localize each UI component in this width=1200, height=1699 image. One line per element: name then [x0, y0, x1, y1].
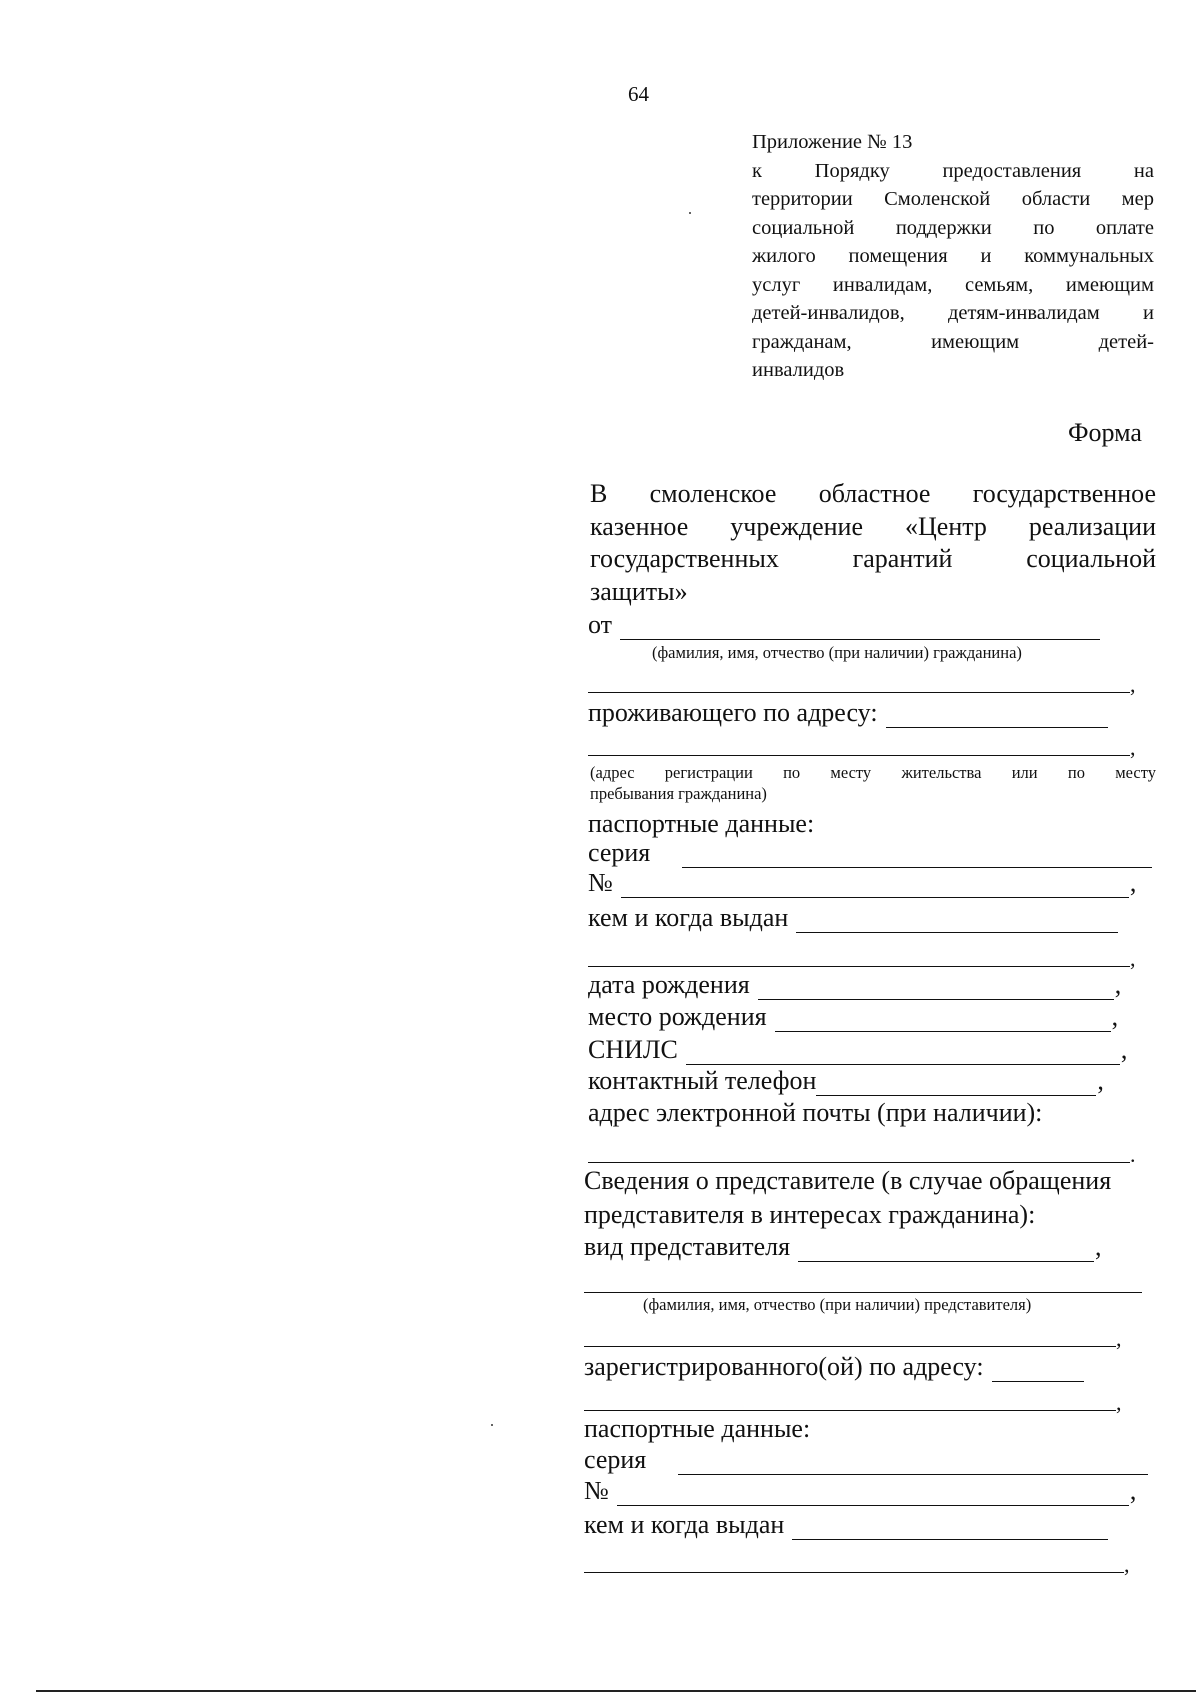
series-label: серия	[588, 838, 651, 867]
representative-issued-row	[584, 1510, 1108, 1540]
citizen-birth-place-field[interactable]	[775, 1009, 1111, 1032]
series-row	[588, 838, 1152, 868]
addressee-line: защиты»	[590, 576, 688, 606]
citizen-email-field[interactable]	[588, 1162, 1130, 1163]
addressee-block	[590, 478, 1156, 608]
representative-passport-label: паспортные данные:	[584, 1414, 811, 1443]
comma: ,	[1130, 672, 1136, 697]
appendix-line: жилого помещения и коммунальных	[752, 245, 1154, 267]
appendix-line: гражданам, имеющим детей-	[752, 330, 1154, 353]
citizen-issued-field[interactable]	[796, 910, 1118, 933]
birth-place-row	[588, 1002, 1118, 1032]
citizen-name-field[interactable]	[620, 617, 1100, 640]
period: .	[1130, 1142, 1136, 1167]
registered-label: зарегистрированного(ой) по адресу:	[584, 1352, 984, 1381]
number-label: №	[584, 1476, 609, 1505]
issued-label: кем и когда выдан	[584, 1510, 785, 1539]
representative-address-row	[584, 1352, 1084, 1382]
appendix-line: социальной поддержки по оплате	[752, 216, 1154, 239]
comma: ,	[1116, 1326, 1122, 1351]
comma: ,	[1130, 735, 1136, 760]
comma: ,	[1095, 1232, 1102, 1261]
citizen-address-field[interactable]	[886, 705, 1108, 728]
snils-row	[588, 1035, 1127, 1065]
page-number: 64	[628, 82, 649, 106]
representative-issued-field[interactable]	[792, 1517, 1108, 1540]
appendix-line: инвалидов	[752, 359, 845, 381]
citizen-phone-field[interactable]	[816, 1073, 1096, 1096]
phone-row	[588, 1066, 1104, 1096]
email-label: адрес электронной почты (при наличии):	[588, 1098, 1043, 1127]
comma: ,	[1129, 868, 1137, 897]
form-label: Форма	[1068, 418, 1142, 447]
representative-series-row	[584, 1445, 1148, 1475]
address-label: проживающего по адресу:	[588, 698, 878, 727]
phone-label: контактный телефон	[588, 1066, 817, 1095]
appendix-line: территории Смоленской области мер	[752, 188, 1154, 210]
representative-address-continuation-field[interactable]	[584, 1410, 1116, 1411]
comma: ,	[1114, 970, 1122, 999]
citizen-issued-continuation-field[interactable]	[588, 966, 1130, 967]
representative-type-row	[584, 1232, 1102, 1262]
citizen-series-field[interactable]	[682, 845, 1152, 868]
series-label: серия	[584, 1445, 647, 1474]
representative-series-field[interactable]	[678, 1452, 1148, 1475]
comma: ,	[1130, 946, 1136, 971]
appendix-line: к Порядку предоставления на	[752, 159, 1154, 182]
representative-type-label: вид представителя	[584, 1232, 791, 1261]
representative-name-continuation-field[interactable]	[584, 1346, 1116, 1347]
citizen-address-continuation-field[interactable]	[588, 755, 1130, 756]
number-label: №	[588, 868, 613, 897]
comma: ,	[1129, 1476, 1137, 1505]
representative-number-row	[584, 1476, 1136, 1506]
address-caption	[590, 762, 1156, 804]
representative-heading-line: представителя в интересах гражданина):	[584, 1200, 1036, 1229]
addressee-line: государственных гарантий социальной	[590, 544, 1156, 573]
page-bottom-edge	[36, 1690, 1196, 1692]
appendix-line: услуг инвалидам, семьям, имеющим	[752, 273, 1154, 296]
birth-place-label: место рождения	[588, 1002, 767, 1031]
citizen-name-caption: (фамилия, имя, отчество (при наличии) гражданина)	[652, 643, 1022, 662]
appendix-title: Приложение № 13	[752, 131, 913, 153]
number-row	[588, 868, 1136, 898]
address-caption-line: (адрес регистрации по месту жительства или по месту	[590, 763, 1156, 782]
issued-label: кем и когда выдан	[588, 903, 789, 932]
addressee-line: В смоленское областное государственное	[590, 479, 1156, 508]
issued-row	[588, 903, 1118, 933]
representative-issued-continuation-field[interactable]	[584, 1572, 1124, 1573]
representative-name-field[interactable]	[584, 1292, 1142, 1293]
representative-number-field[interactable]	[617, 1483, 1129, 1506]
comma: ,	[1111, 1002, 1119, 1031]
addressee-line: казенное учреждение «Центр реализации	[590, 511, 1156, 541]
representative-address-field[interactable]	[992, 1359, 1084, 1382]
comma: ,	[1097, 1066, 1104, 1095]
citizen-name-continuation-field[interactable]	[588, 692, 1130, 693]
passport-label: паспортные данные:	[588, 809, 815, 838]
comma: ,	[1116, 1390, 1122, 1415]
citizen-snils-field[interactable]	[686, 1042, 1120, 1065]
snils-label: СНИЛС	[588, 1035, 678, 1064]
comma: ,	[1124, 1552, 1130, 1577]
citizen-birth-date-field[interactable]	[758, 977, 1114, 1000]
birth-date-label: дата рождения	[588, 970, 750, 999]
representative-type-field[interactable]	[798, 1239, 1094, 1262]
speck	[491, 1424, 493, 1426]
address-row	[588, 698, 1108, 728]
from-row	[588, 610, 1100, 640]
speck	[689, 212, 691, 214]
appendix-header	[752, 128, 1154, 385]
citizen-number-field[interactable]	[621, 875, 1129, 898]
birth-date-row	[588, 970, 1121, 1000]
appendix-line: детей-инвалидов, детям-инвалидам и	[752, 302, 1154, 324]
representative-name-caption: (фамилия, имя, отчество (при наличии) представителя)	[643, 1295, 1032, 1314]
comma: ,	[1120, 1035, 1128, 1064]
from-label: от	[588, 610, 613, 639]
representative-heading-line: Сведения о представителе (в случае обращения	[584, 1166, 1112, 1195]
address-caption-line: пребывания гражданина)	[590, 784, 767, 803]
